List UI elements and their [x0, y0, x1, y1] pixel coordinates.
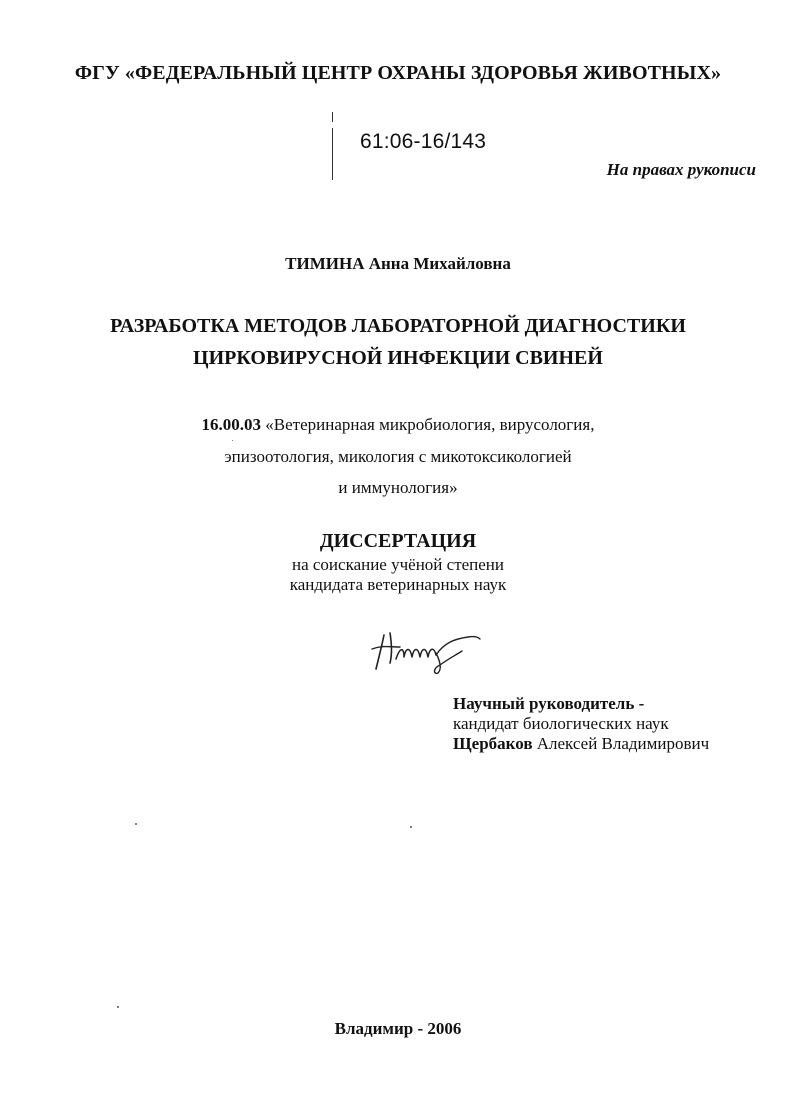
supervisor-given-names: Алексей Владимирович	[536, 734, 710, 753]
scan-speck	[135, 823, 137, 825]
city-year: Владимир - 2006	[334, 1019, 462, 1038]
organization-name: ФГУ «ФЕДЕРАЛЬНЫЙ ЦЕНТР ОХРАНЫ ЗДОРОВЬЯ ЖИВОТНЫХ»	[74, 62, 722, 84]
supervisor-name	[453, 734, 709, 754]
specialty-code: 16.00.03	[201, 415, 262, 434]
dissertation-title	[0, 310, 796, 374]
catalog-stamp-tick	[332, 112, 333, 122]
specialty-line-3: и иммунология»	[338, 478, 458, 497]
author-name: ТИМИНА Анна Михайловна	[285, 254, 511, 273]
rights-note: На правах рукописи	[606, 160, 756, 179]
scan-speck	[232, 440, 233, 441]
supervisor-label: Научный руководитель -	[453, 694, 645, 713]
document-type: ДИССЕРТАЦИЯ	[319, 530, 477, 552]
degree-statement	[0, 555, 796, 595]
title-line-1: РАЗРАБОТКА МЕТОДОВ ЛАБОРАТОРНОЙ ДИАГНОСТИКИ	[110, 315, 686, 337]
specialty	[0, 409, 796, 504]
supervisor-block	[453, 694, 709, 754]
specialty-line-2: эпизоотология, микология с микотоксикологией	[224, 446, 572, 466]
supervisor-degree: кандидат биологических наук	[453, 714, 669, 733]
supervisor-surname: Щербаков	[453, 734, 533, 753]
degree-purpose: на соискание учёной степени	[291, 555, 505, 574]
author-signature	[370, 625, 490, 675]
specialty-line-1	[0, 409, 796, 441]
scan-speck	[410, 826, 412, 828]
catalog-stamp-border	[332, 128, 333, 180]
degree-name: кандидата ветеринарных наук	[289, 575, 507, 594]
specialty-name-start: «Ветеринарная микробиология, вирусология,	[265, 415, 595, 434]
catalog-number: 61:06-16/143	[360, 130, 487, 153]
title-line-2: ЦИРКОВИРУСНОЙ ИНФЕКЦИИ СВИНЕЙ	[193, 347, 603, 369]
scan-speck	[117, 1006, 119, 1008]
